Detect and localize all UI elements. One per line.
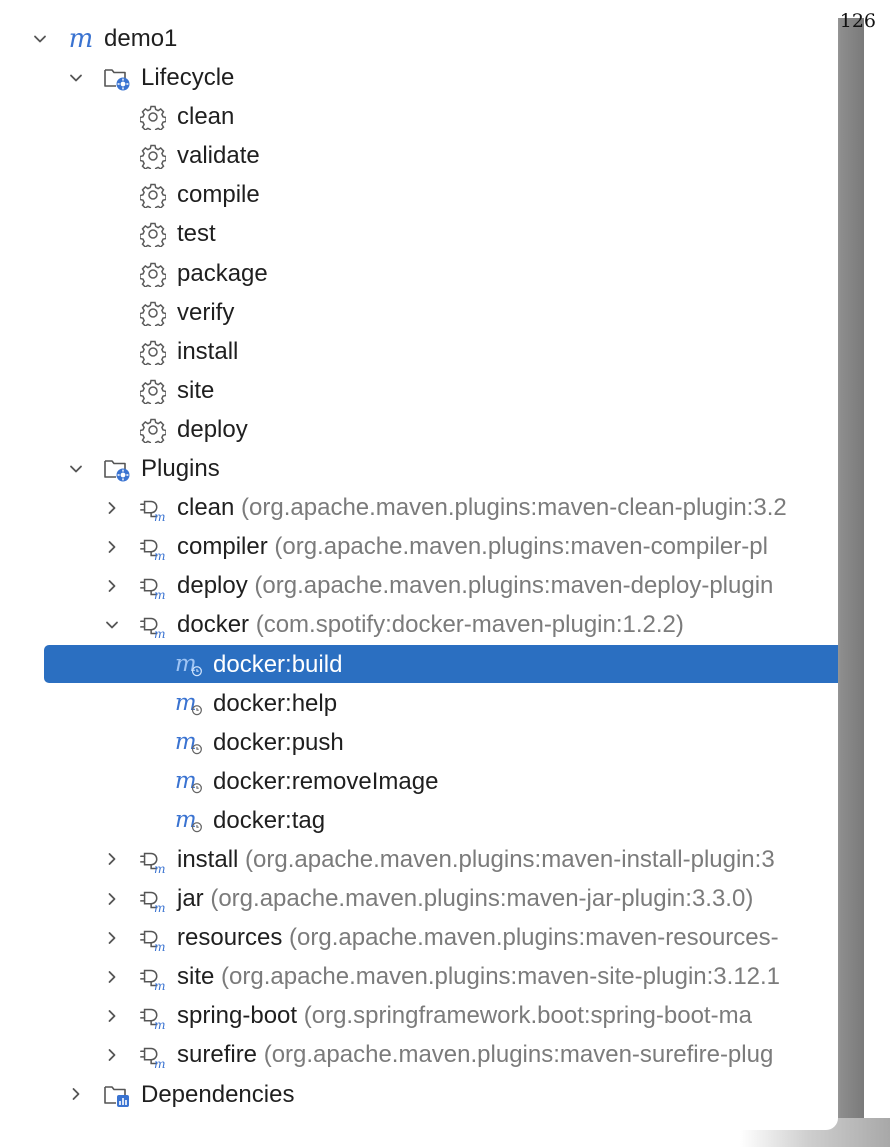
gear-icon xyxy=(138,219,168,249)
tree-node-label xyxy=(177,924,779,952)
tree-node-label xyxy=(177,220,216,248)
chevron-right-icon[interactable] xyxy=(100,566,124,605)
gear-icon xyxy=(138,180,168,210)
svg-text:m: m xyxy=(174,650,197,677)
svg-text:m: m xyxy=(153,588,166,602)
tree-node-label xyxy=(141,1081,294,1109)
gear-icon xyxy=(138,298,168,328)
node-name: compile xyxy=(177,181,260,209)
chevron-right-icon[interactable] xyxy=(100,879,124,918)
plugin-install[interactable] xyxy=(0,840,838,879)
tree-node-dependencies[interactable] xyxy=(0,1075,838,1114)
node-name: compiler xyxy=(177,533,268,561)
tree-node-label xyxy=(177,1002,752,1030)
maven-goal-icon xyxy=(174,650,204,680)
tree-node-label xyxy=(177,260,268,288)
plugin-deploy[interactable] xyxy=(0,566,838,605)
plugin-coordinates: (org.apache.maven.plugins:maven-compiler-pl xyxy=(274,533,768,561)
chevron-right-icon[interactable] xyxy=(100,957,124,996)
maven-goal-icon xyxy=(174,806,204,836)
maven-plugin-icon xyxy=(138,1040,168,1070)
plugin-docker[interactable] xyxy=(0,605,838,644)
node-name: docker:build xyxy=(213,650,343,678)
maven-plugin-icon xyxy=(138,571,168,601)
tree-node-root[interactable] xyxy=(0,19,838,58)
lifecycle-phase-clean[interactable] xyxy=(0,97,838,136)
plugin-site[interactable] xyxy=(0,957,838,996)
node-name: verify xyxy=(177,298,235,326)
plugin-coordinates: (org.apache.maven.plugins:maven-deploy-plugin xyxy=(254,572,774,600)
tree-node-label xyxy=(213,807,325,835)
maven-plugin-icon xyxy=(138,532,168,562)
plugin-coordinates: (com.spotify:docker-maven-plugin:1.2.2) xyxy=(255,611,684,639)
plugin-surefire[interactable] xyxy=(0,1035,838,1074)
maven-plugin-icon xyxy=(138,610,168,640)
gear-icon xyxy=(138,141,168,171)
tree-node-label xyxy=(141,64,234,92)
plugin-coordinates: (org.apache.maven.plugins:maven-resources- xyxy=(289,924,779,952)
lifecycle-phase-validate[interactable] xyxy=(0,136,838,175)
tree-node-label xyxy=(177,572,773,600)
tree-node-label xyxy=(177,963,780,991)
tree-node-label xyxy=(141,455,220,483)
lifecycle-phase-deploy[interactable] xyxy=(0,410,838,449)
plugin-resources[interactable] xyxy=(0,918,838,957)
plugin-goal-docker-removeImage[interactable] xyxy=(0,762,838,801)
maven-plugin-icon xyxy=(138,493,168,523)
node-name: Dependencies xyxy=(141,1080,295,1108)
lifecycle-phase-test[interactable] xyxy=(0,214,838,253)
node-name: Plugins xyxy=(141,455,220,483)
tree-node-label xyxy=(177,338,238,366)
plugin-goal-docker-build[interactable] xyxy=(0,645,838,684)
plugin-coordinates: (org.apache.maven.plugins:maven-install-plugin:3 xyxy=(245,845,775,873)
tree-node-label xyxy=(177,611,684,639)
page-number: 126 xyxy=(839,10,876,32)
maven-plugin-icon xyxy=(138,1001,168,1031)
tree-node-label xyxy=(177,142,260,170)
tree-node-label xyxy=(213,651,342,679)
maven-project-icon: m xyxy=(68,24,94,54)
lifecycle-phase-package[interactable] xyxy=(0,254,838,293)
lifecycle-phase-site[interactable] xyxy=(0,371,838,410)
plugin-coordinates: (org.apache.maven.plugins:maven-site-plugin:3.12.1 xyxy=(221,963,781,991)
plugin-spring-boot[interactable] xyxy=(0,996,838,1035)
tree-node-label xyxy=(177,1041,773,1069)
plugin-jar[interactable] xyxy=(0,879,838,918)
plugin-goal-docker-push[interactable] xyxy=(0,723,838,762)
lifecycle-phase-compile[interactable] xyxy=(0,175,838,214)
chevron-down-icon[interactable] xyxy=(64,58,88,97)
plugin-coordinates: (org.springframework.boot:spring-boot-ma xyxy=(303,1002,752,1030)
dependencies-folder-icon xyxy=(102,1080,132,1110)
gear-icon xyxy=(138,102,168,132)
tree-node-label xyxy=(177,377,214,405)
svg-text:m: m xyxy=(174,728,197,755)
node-name: deploy xyxy=(177,572,248,600)
gear-icon xyxy=(138,259,168,289)
maven-goal-icon xyxy=(174,728,204,758)
plugin-goal-docker-tag[interactable] xyxy=(0,801,838,840)
node-name: resources xyxy=(177,924,283,952)
node-name: spring-boot xyxy=(177,1002,298,1030)
chevron-right-icon[interactable] xyxy=(100,840,124,879)
svg-text:m: m xyxy=(153,1018,166,1032)
svg-text:m: m xyxy=(153,979,166,993)
node-name: surefire xyxy=(177,1041,258,1069)
tree-node-label xyxy=(177,416,248,444)
svg-text:m: m xyxy=(153,510,166,524)
node-name: Lifecycle xyxy=(141,64,235,92)
plugin-coordinates: (org.apache.maven.plugins:maven-clean-plugin:3.2 xyxy=(241,494,787,522)
node-name: test xyxy=(177,220,216,248)
tree-node-plugins[interactable] xyxy=(0,449,838,488)
svg-text:m: m xyxy=(153,627,166,641)
tree-node-label xyxy=(104,25,177,53)
chevron-down-icon[interactable] xyxy=(64,449,88,488)
chevron-down-icon[interactable] xyxy=(100,605,124,644)
chevron-right-icon[interactable] xyxy=(100,527,124,566)
node-name: docker:help xyxy=(213,689,338,717)
svg-text:m: m xyxy=(153,549,166,563)
tree-node-label xyxy=(177,846,775,874)
node-name: validate xyxy=(177,142,260,170)
maven-plugin-icon xyxy=(138,845,168,875)
tree-node-label xyxy=(177,299,234,327)
chevron-right-icon[interactable] xyxy=(64,1075,88,1114)
gear-icon xyxy=(138,376,168,406)
node-name: docker:push xyxy=(213,728,344,756)
tree-node-label xyxy=(177,494,787,522)
tree-node-label xyxy=(213,729,344,757)
node-name: jar xyxy=(177,885,204,913)
maven-plugin-icon xyxy=(138,962,168,992)
lifecycle-phase-install[interactable] xyxy=(0,332,838,371)
node-name: docker:removeImage xyxy=(213,767,439,795)
maven-tree xyxy=(0,19,838,1114)
tree-node-label xyxy=(213,690,337,718)
svg-text:m: m xyxy=(174,767,197,794)
plugin-coordinates: (org.apache.maven.plugins:maven-jar-plugin:3.3.0) xyxy=(210,885,754,913)
svg-text:m: m xyxy=(153,940,166,954)
maven-goal-icon xyxy=(174,689,204,719)
gear-icon xyxy=(138,415,168,445)
node-name: install xyxy=(177,337,239,365)
svg-text:m: m xyxy=(174,689,197,716)
chevron-right-icon[interactable] xyxy=(100,1035,124,1074)
node-name: clean xyxy=(177,494,235,522)
chevron-right-icon[interactable] xyxy=(100,488,124,527)
plugins-folder-icon xyxy=(102,454,132,484)
tree-node-label xyxy=(177,533,768,561)
plugin-compiler[interactable] xyxy=(0,527,838,566)
node-name: site xyxy=(177,376,215,404)
node-name: docker xyxy=(177,611,250,639)
svg-text:m: m xyxy=(153,901,166,915)
tree-node-label xyxy=(177,181,260,209)
node-name: docker:tag xyxy=(213,806,326,834)
maven-goal-icon xyxy=(174,767,204,797)
node-name: deploy xyxy=(177,415,248,443)
chevron-right-icon[interactable] xyxy=(100,918,124,957)
node-name: demo1 xyxy=(104,25,178,52)
node-name: clean xyxy=(177,103,235,131)
tree-node-label xyxy=(213,768,438,796)
lifecycle-phase-verify[interactable] xyxy=(0,293,838,332)
tree-node-label xyxy=(177,103,234,131)
node-name: install xyxy=(177,845,239,873)
chevron-right-icon[interactable] xyxy=(100,996,124,1035)
chevron-down-icon[interactable] xyxy=(28,19,52,58)
gear-icon xyxy=(138,337,168,367)
plugin-clean[interactable] xyxy=(0,488,838,527)
maven-plugin-icon xyxy=(138,884,168,914)
node-name: package xyxy=(177,259,268,287)
plugin-coordinates: (org.apache.maven.plugins:maven-surefire-plug xyxy=(263,1041,774,1069)
svg-text:m: m xyxy=(174,807,197,834)
node-name: site xyxy=(177,963,215,991)
svg-text:m: m xyxy=(153,862,166,875)
selection-highlight xyxy=(44,645,838,683)
tree-node-label xyxy=(177,885,753,913)
lifecycle-folder-icon xyxy=(102,63,132,93)
svg-text:m: m xyxy=(153,1057,166,1071)
tree-node-lifecycle[interactable] xyxy=(0,58,838,97)
maven-plugin-icon xyxy=(138,923,168,953)
plugin-goal-docker-help[interactable] xyxy=(0,684,838,723)
